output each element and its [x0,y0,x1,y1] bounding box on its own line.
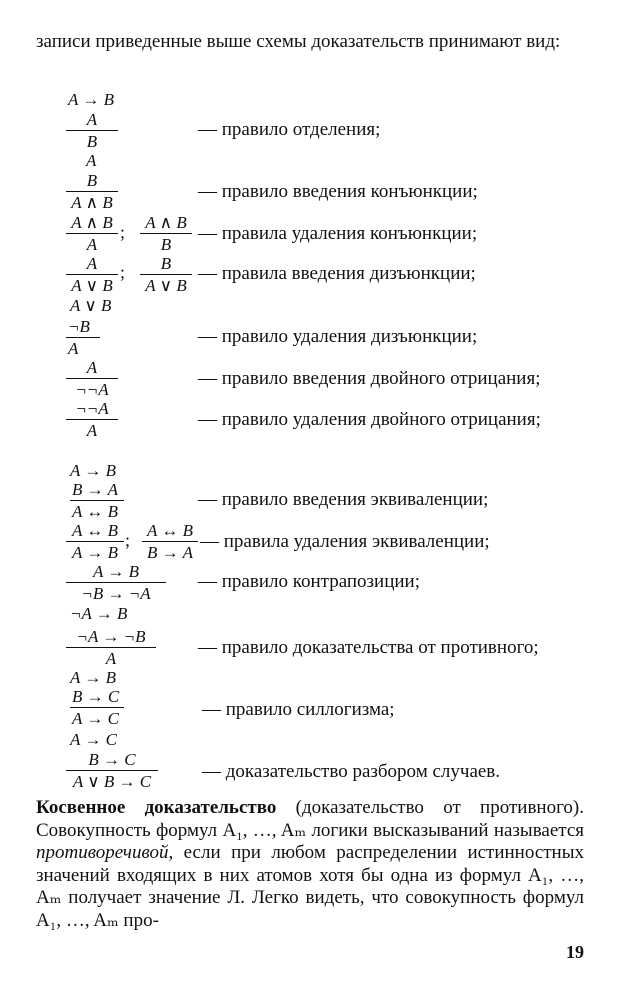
rule1-numerator: A [86,110,98,129]
rule7-description: — правило удаления двойного отрицания; [198,409,541,430]
rule5-description: — правило удаления дизъюнкции; [198,326,478,347]
rule2-premise: A [86,151,97,170]
paragraph-bold-term: Косвенное доказательство [36,797,277,818]
rule5-fraction [66,317,100,358]
rule6-fraction [66,358,118,399]
rule6-description: — правило введения двойного отрицания; [198,368,541,389]
rule6-numerator: A [86,358,98,377]
rule4-denominator-a: A ∨ B [71,276,113,295]
paragraph-text-1: (доказательство от противного). Совокупность формул A₁, …, Aₘ логики высказываний называется [36,797,584,841]
rule3-numerator-a: A ∧ B [71,213,113,232]
rule12-description: — правило силлогизма; [202,699,395,720]
rule3-fraction-a [66,213,118,254]
rule8-denominator: A ↔ B [72,502,118,521]
rule9-numerator-b: A ↔ B [147,521,193,540]
rule4-numerator-b: B [160,254,172,273]
rule10-denominator: ¬B → ¬A [81,584,151,603]
rule4-denominator-b: A ∨ B [145,276,187,295]
page-number: 19 [566,942,584,962]
rule4-separator: ; [120,262,126,282]
rule13-description: — доказательство разбором случаев. [202,761,501,782]
rule4-description: — правила введения дизъюнкции; [198,263,476,284]
rule8-fraction [70,480,124,521]
rule12-fraction [70,687,124,728]
indirect-proof-paragraph [36,797,584,932]
rule12-premise: A → B [70,668,116,687]
paragraph-text-2: , если при любом распределении истинностных значений входящих в них атомов хотя бы одна из формул A₁, …, Aₘ получает значение Л. Легко видеть, что совокупность формул A₁, …, Aₘ про- [36,842,584,931]
rule1-description: — правило отделения; [198,119,381,140]
rule4-fraction-b [140,254,192,295]
rule2-numerator: B [86,171,98,190]
rule3-denominator-a: A [86,235,98,254]
rule5-premise: A ∨ B [70,296,112,315]
rule3-separator: ; [120,222,126,242]
rule8-description: — правило введения эквиваленции; [198,489,489,510]
rule7-numerator: ¬¬A [75,399,109,418]
rule8-numerator: B → A [72,480,118,499]
rule11-numerator: ¬A → ¬B [76,627,146,646]
rule5-denominator: A [68,339,79,358]
rule11-denominator: A [105,649,117,668]
rule12-denominator: A → C [72,709,119,728]
rule10-description: — правило контрапозиции; [198,571,420,592]
rule3-denominator-b: B [160,235,172,254]
rule2-denominator: A ∧ B [71,193,113,212]
rule2-description: — правило введения конъюнкции; [198,181,478,202]
rule9-denominator-b: B → A [147,543,193,562]
rule10-numerator: A → B [93,562,139,581]
rule1-premise: A → B [68,90,114,109]
rule13-denominator: A ∨ B → C [72,772,152,791]
rule1-denominator: B [86,132,98,151]
rule13-premise: A → C [70,730,117,749]
rule4-numerator-a: A [86,254,98,273]
rule7-denominator: A [86,421,98,440]
rule12-numerator: B → C [72,687,120,706]
rule9-description: — правила удаления эквиваленции; [200,531,490,552]
rule11-description: — правило доказательства от противного; [198,637,539,658]
rule9-separator: ; [125,530,131,550]
rule9-fraction-b [142,521,198,562]
rule3-numerator-b: A ∧ B [145,213,187,232]
rule10-fraction [66,562,166,603]
rule7-fraction [66,399,118,440]
intro-text: записи приведенные выше схемы доказательств принимают вид: [36,31,561,52]
rule9-denominator-a: A → B [72,543,118,562]
rule11-fraction [66,627,156,668]
rule3-description: — правила удаления конъюнкции; [198,223,478,244]
rule9-fraction-a [66,521,124,562]
rule11-premise: ¬A → B [70,604,128,623]
rule13-fraction [66,750,158,791]
rule13-numerator: B → C [88,750,136,769]
rule6-denominator: ¬¬A [75,380,109,399]
rule8-premise: A → B [70,461,116,480]
rule1-fraction [66,110,118,151]
paragraph-italic-term: противоречивой [36,842,169,863]
rule4-fraction-a [66,254,118,295]
rule5-numerator: ¬B [68,317,90,336]
rule3-fraction-b [140,213,192,254]
rule2-fraction [66,171,118,212]
rule9-numerator-a: A ↔ B [72,521,118,540]
